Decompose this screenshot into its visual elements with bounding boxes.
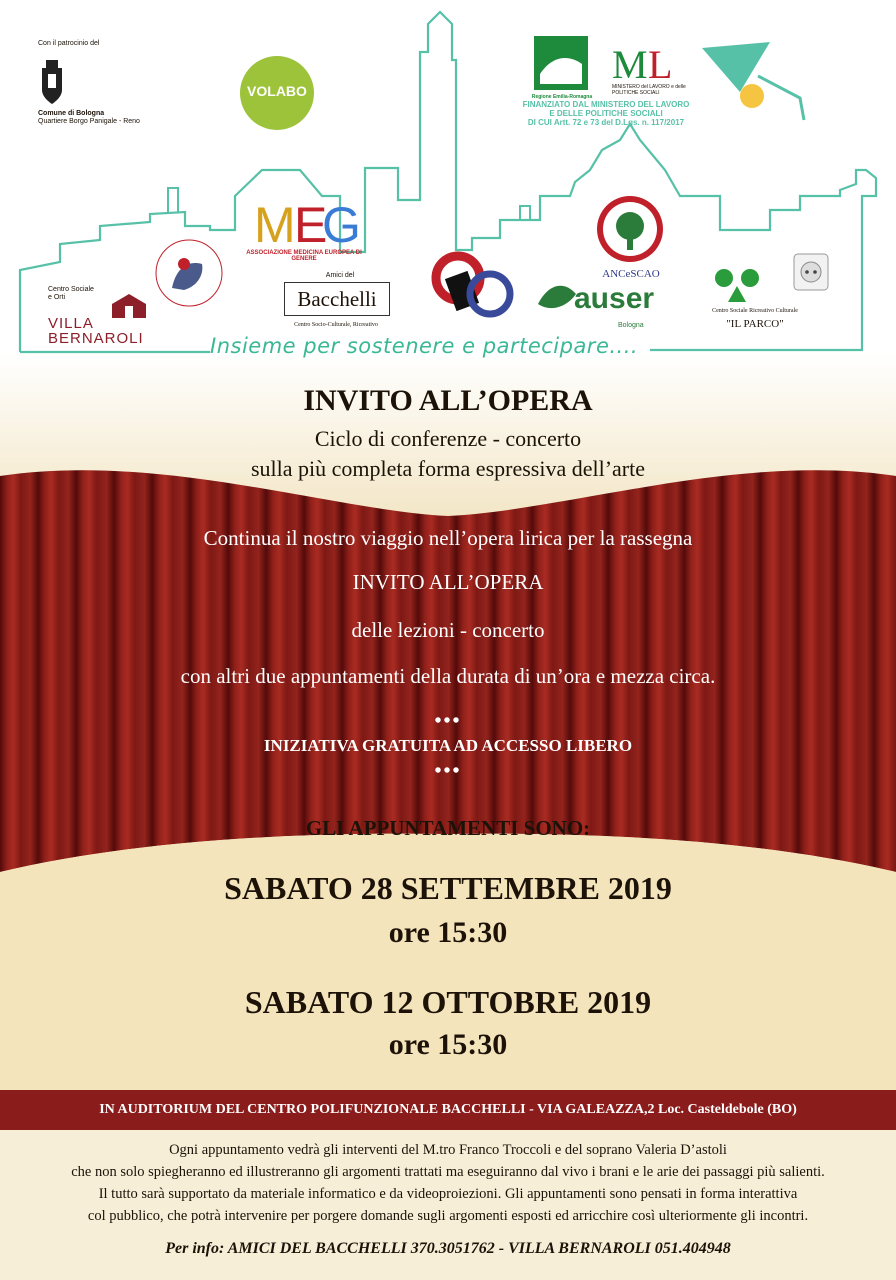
svg-text:M: M	[254, 197, 296, 253]
quartiere-name: Quartiere Borgo Panigale - Reno	[38, 118, 140, 125]
body-line: delle lezioni - concerto	[351, 618, 545, 642]
svg-text:G: G	[322, 197, 361, 253]
comune-crest-icon	[36, 58, 68, 106]
centro-sociale-line: e Orti	[48, 294, 66, 301]
ministero-logo	[610, 40, 674, 87]
svg-text:M: M	[612, 42, 648, 87]
auser-text: auser	[574, 282, 655, 315]
separator-dots: •••	[434, 760, 462, 782]
event-time: ore 15:30	[388, 916, 508, 949]
contact-info: Per info: AMICI DEL BACCHELLI 370.3051762 - VILLA BERNAROLI 051.404948	[165, 1240, 731, 1257]
auser-logo	[536, 274, 660, 316]
funding-line: E DELLE POLITICHE SOCIALI	[549, 109, 663, 118]
desk-lamp-icon	[700, 40, 810, 120]
separator-dots: •••	[434, 710, 462, 732]
villa-line: VILLA	[48, 315, 94, 332]
amici-label: Amici del	[325, 272, 355, 279]
parco-tree-icon	[714, 266, 760, 304]
parco-name: "IL PARCO"	[726, 318, 784, 330]
bacchelli-caption: Centro Socio-Culturale, Ricreativo	[294, 322, 378, 328]
svg-text:L: L	[648, 42, 673, 87]
parco-caption: Centro Sociale Ricreativo Culturale	[712, 308, 798, 314]
funding-note	[496, 100, 716, 127]
villa-bernaroli-logo	[48, 316, 144, 346]
free-entry-notice: INIZIATIVA GRATUITA AD ACCESSO LIBERO	[263, 736, 633, 755]
subtitle-line: sulla più completa forma espressiva dell’arte	[250, 456, 646, 481]
centro-s-viola-logo	[154, 238, 224, 308]
centro-sociale-label	[48, 286, 94, 302]
body-line: INVITO ALL’OPERA	[352, 570, 544, 594]
meg-logo	[254, 196, 361, 253]
info-line: che non solo spiegheranno ed illustreranno gli argomenti trattati ma eseguiranno dal vivo i brani e le arie dei passaggi più salienti.	[71, 1164, 825, 1180]
comune-name: Comune di Bologna	[38, 110, 105, 117]
tagline: Insieme per sostenere e partecipare....	[210, 334, 639, 358]
info-line: Il tutto sarà supportato da materiale informatico e da videoproiezioni. Gli appuntamenti sono pensati in forma interattiva	[98, 1186, 798, 1202]
villa-line: BERNAROLI	[48, 330, 144, 347]
subtitle-line: Ciclo di conferenze - concerto	[314, 426, 582, 451]
ancescao-text: ANCeSCAO	[602, 268, 660, 280]
bacchelli-logo: Bacchelli	[284, 282, 390, 316]
volabo-text: VOLABO	[247, 83, 307, 99]
page-title: INVITO ALL’OPERA	[303, 384, 593, 417]
csc-logo	[432, 248, 514, 324]
auser-bologna: Bologna	[618, 322, 644, 329]
appointments-heading: GLI APPUNTAMENTI SONO:	[305, 816, 591, 840]
event-date: SABATO 12 OTTOBRE 2019	[244, 984, 652, 1020]
event-time: ore 15:30	[388, 1028, 508, 1061]
svg-text:E: E	[294, 197, 328, 253]
centro-sociale-line: Centro Sociale	[48, 286, 94, 293]
funding-line: DI CUI Artt. 72 e 73 del D.Lgs. n. 117/2017	[527, 118, 685, 127]
patronage-label: Con il patrocinio del	[38, 40, 100, 47]
regione-emilia-romagna-logo	[532, 34, 590, 92]
venue-address: IN AUDITORIUM DEL CENTRO POLIFUNZIONALE BACCHELLI - VIA GALEAZZA,2 Loc. Casteldebole (BO)	[99, 1102, 797, 1117]
body-line: Continua il nostro viaggio nell’opera lirica per la rassegna	[203, 526, 693, 550]
meg-caption: ASSOCIAZIONE MEDICINA EUROPEA DI GENERE	[246, 250, 362, 262]
ministero-caption: MINISTERO del LAVORO e delle POLITICHE SOCIALI	[612, 84, 686, 96]
event-date: SABATO 28 SETTEMBRE 2019	[224, 870, 672, 906]
regione-caption: Regione Emilia-Romagna	[531, 94, 593, 100]
funding-line: FINANZIATO DAL MINISTERO DEL LAVORO	[522, 100, 690, 109]
info-line: col pubblico, che potrà intervenire per porgere domande sugli argomenti esposti ed arricchire così ulteriormente gli incontri.	[87, 1208, 809, 1224]
ancescao-logo	[595, 194, 665, 264]
info-line: Ogni appuntamento vedrà gli interventi del M.tro Franco Troccoli e del soprano Valeria D’astoli	[169, 1142, 727, 1158]
body-line: con altri due appuntamenti della durata di un’ora e mezza circa.	[180, 664, 716, 688]
power-socket-icon	[792, 252, 830, 292]
